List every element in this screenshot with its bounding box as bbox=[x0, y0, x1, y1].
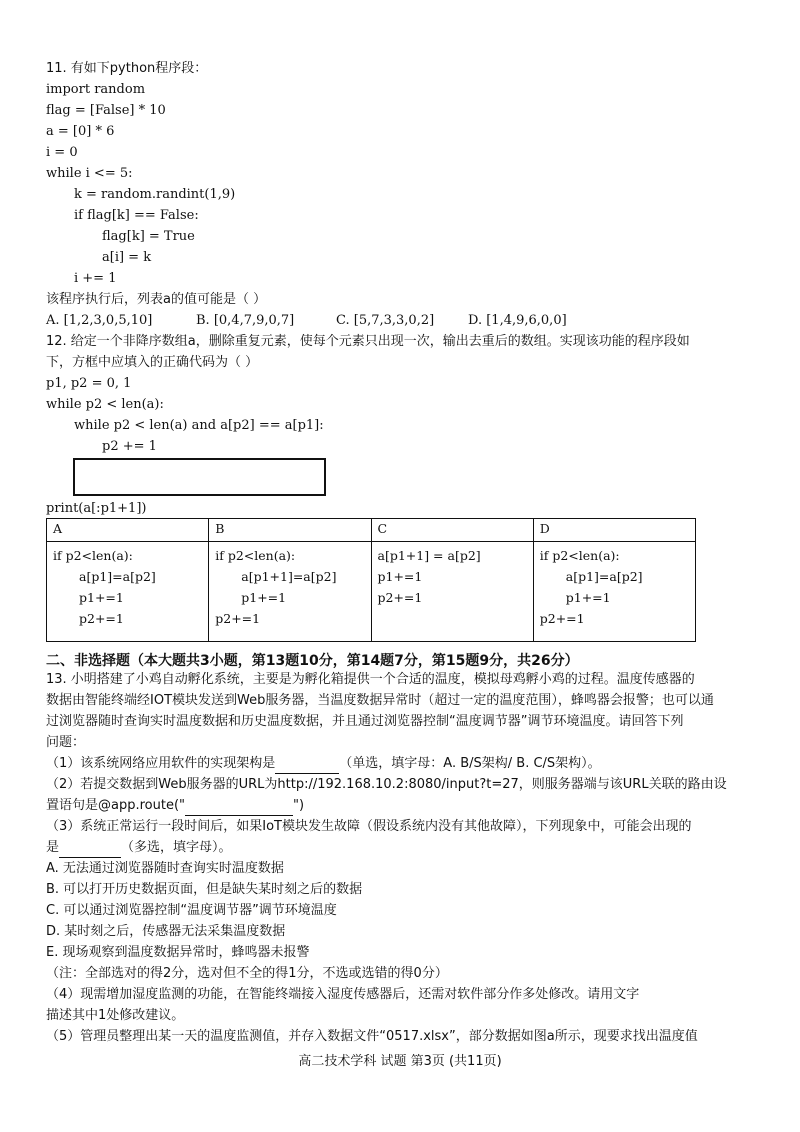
code-line: p1+=1 bbox=[79, 590, 124, 605]
code-line: p1+=1 bbox=[377, 569, 423, 584]
page-footer: 高二技术学科 试题 第3页 (共11页) bbox=[298, 1054, 502, 1069]
option-header-c: C bbox=[371, 519, 533, 542]
code-line: p1, p2 = 0, 1 bbox=[46, 376, 132, 391]
q13-part1-text: （1）该系统网络应用软件的实现架构是 bbox=[46, 756, 276, 771]
q13-part2-blank[interactable] bbox=[185, 797, 293, 816]
code-line: flag = [False] * 10 bbox=[46, 103, 166, 118]
q13-part3-line2 bbox=[46, 839, 232, 858]
q13-part3-line1: （3）系统正常运行一段时间后，如果IoT模块发生故障（假设系统内没有其他故障），下列现象中，可能会出现的 bbox=[46, 819, 692, 834]
code-line: i += 1 bbox=[74, 271, 117, 286]
q13-part5-line1: （5）管理员整理出某一天的温度监测值，并存入数据文件“0517.xlsx”，部分数据如图a所示，现要求找出温度值 bbox=[46, 1029, 698, 1044]
q13-part4-line1: （4）现需增加湿度监测的功能，在智能终端接入湿度传感器后，还需对软件部分作多处修改。请用文字 bbox=[46, 987, 640, 1002]
code-line: k = random.randint(1,9) bbox=[74, 187, 236, 202]
q13-part4-line2: 描述其中1处修改建议。 bbox=[46, 1008, 185, 1023]
option-cell-a bbox=[47, 542, 209, 642]
code-line: if p2<len(a): bbox=[539, 548, 620, 563]
code-line: if flag[k] == False: bbox=[74, 208, 199, 223]
option-header-a: A bbox=[47, 519, 209, 542]
q13-choice-a: A. 无法通过浏览器随时查询实时温度数据 bbox=[46, 861, 284, 876]
code-line: a[p1+1]=a[p2] bbox=[241, 569, 337, 584]
code-line: if p2<len(a): bbox=[215, 548, 296, 563]
q13-part3-blank[interactable] bbox=[59, 839, 121, 858]
code-line: a = [0] * 6 bbox=[46, 124, 115, 139]
q13-choice-e: E. 现场观察到温度数据异常时，蜂鸣器未报警 bbox=[46, 945, 310, 960]
q13-part2-text-after: ") bbox=[293, 798, 305, 813]
q11-title: 11. 有如下python程序段： bbox=[46, 61, 208, 76]
q13-intro-line: 13. 小明搭建了小鸡自动孵化系统，主要是为孵化箱提供一个合适的温度，模拟母鸡孵小鸡的过程。温度传感器的 bbox=[46, 672, 695, 687]
q11-question: 该程序执行后，列表a的值可能是（ ） bbox=[46, 292, 267, 307]
code-line: while p2 < len(a) and a[p2] == a[p1]: bbox=[74, 418, 324, 433]
option-cell-b bbox=[209, 542, 371, 642]
option-cell-d bbox=[533, 542, 695, 642]
option-header-d: D bbox=[533, 519, 695, 542]
q13-part1-blank[interactable] bbox=[275, 755, 339, 774]
code-line: a[i] = k bbox=[102, 250, 152, 265]
code-line: i = 0 bbox=[46, 145, 78, 160]
q13-part1-text-after: （单选，填字母：A. B/S架构/ B. C/S架构）。 bbox=[339, 756, 601, 771]
q13-part2-line2 bbox=[46, 797, 304, 816]
q13-part1 bbox=[46, 755, 601, 774]
code-line: p2+=1 bbox=[215, 611, 261, 626]
code-line: import random bbox=[46, 82, 146, 97]
q13-part3-text: 是 bbox=[46, 840, 60, 855]
code-line: p2 += 1 bbox=[102, 439, 157, 454]
code-line: flag[k] = True bbox=[102, 229, 195, 244]
option-cell-c bbox=[371, 542, 533, 642]
q13-choice-d: D. 某时刻之后，传感器无法采集温度数据 bbox=[46, 924, 286, 939]
q13-choice-b: B. 可以打开历史数据页面，但是缺失某时刻之后的数据 bbox=[46, 882, 363, 897]
q11-option-c: C. [5,7,3,3,0,2] bbox=[336, 313, 435, 328]
code-line: if p2<len(a): bbox=[53, 548, 133, 563]
q13-part2-line1: （2）若提交数据到Web服务器的URL为http://192.168.10.2:8080/input?t=27，则服务器端与该URL关联的路由设 bbox=[46, 777, 727, 792]
q12-stem-line1: 12. 给定一个非降序数组a，删除重复元素，使每个元素只出现一次，输出去重后的数组。实现该功能的程序段如 bbox=[46, 334, 690, 349]
code-line: p1+=1 bbox=[565, 590, 611, 605]
q12-options-table bbox=[46, 518, 696, 642]
answer-fill-box bbox=[73, 458, 326, 496]
code-line: while p2 < len(a): bbox=[46, 397, 164, 412]
code-line: a[p1+1] = a[p2] bbox=[377, 548, 481, 563]
q13-choice-c: C. 可以通过浏览器控制“温度调节器”调节环境温度 bbox=[46, 903, 337, 918]
q13-intro-line: 过浏览器随时查询实时温度数据和历史温度数据，并且通过浏览器控制“温度调节器”调节环境温度。请回答下列 bbox=[46, 714, 684, 729]
code-line: p1+=1 bbox=[241, 590, 287, 605]
q13-part3-text-after: （多选，填字母）。 bbox=[121, 840, 232, 855]
q11-option-b: B. [0,4,7,9,0,7] bbox=[196, 313, 295, 328]
q12-stem-line2: 下，方框中应填入的正确代码为（ ） bbox=[46, 355, 259, 370]
code-line: a[p1]=a[p2] bbox=[79, 569, 156, 584]
code-line: p2+=1 bbox=[79, 611, 124, 626]
code-line: print(a[:p1+1]) bbox=[46, 501, 147, 516]
q13-part2-text: 置语句是@app.route(" bbox=[46, 798, 186, 813]
q11-option-d: D. [1,4,9,6,0,0] bbox=[468, 313, 567, 328]
code-line: p2+=1 bbox=[539, 611, 585, 626]
option-header-b: B bbox=[209, 519, 371, 542]
q11-option-a: A. [1,2,3,0,5,10] bbox=[46, 313, 153, 328]
q13-intro-line: 数据由智能终端经IOT模块发送到Web服务器，当温度数据异常时（超过一定的温度范围），蜂鸣器会报警；也可以通 bbox=[46, 693, 714, 708]
code-line: p2+=1 bbox=[377, 590, 423, 605]
q13-intro-line: 问题： bbox=[46, 735, 86, 750]
code-line: while i <= 5: bbox=[46, 166, 133, 181]
code-line: a[p1]=a[p2] bbox=[565, 569, 643, 584]
q13-note: （注：全部选对的得2分，选对但不全的得1分，不选或选错的得0分） bbox=[46, 966, 448, 981]
section-heading: 二、非选择题（本大题共3小题，第13题10分，第14题7分，第15题9分，共26分） bbox=[46, 653, 579, 669]
